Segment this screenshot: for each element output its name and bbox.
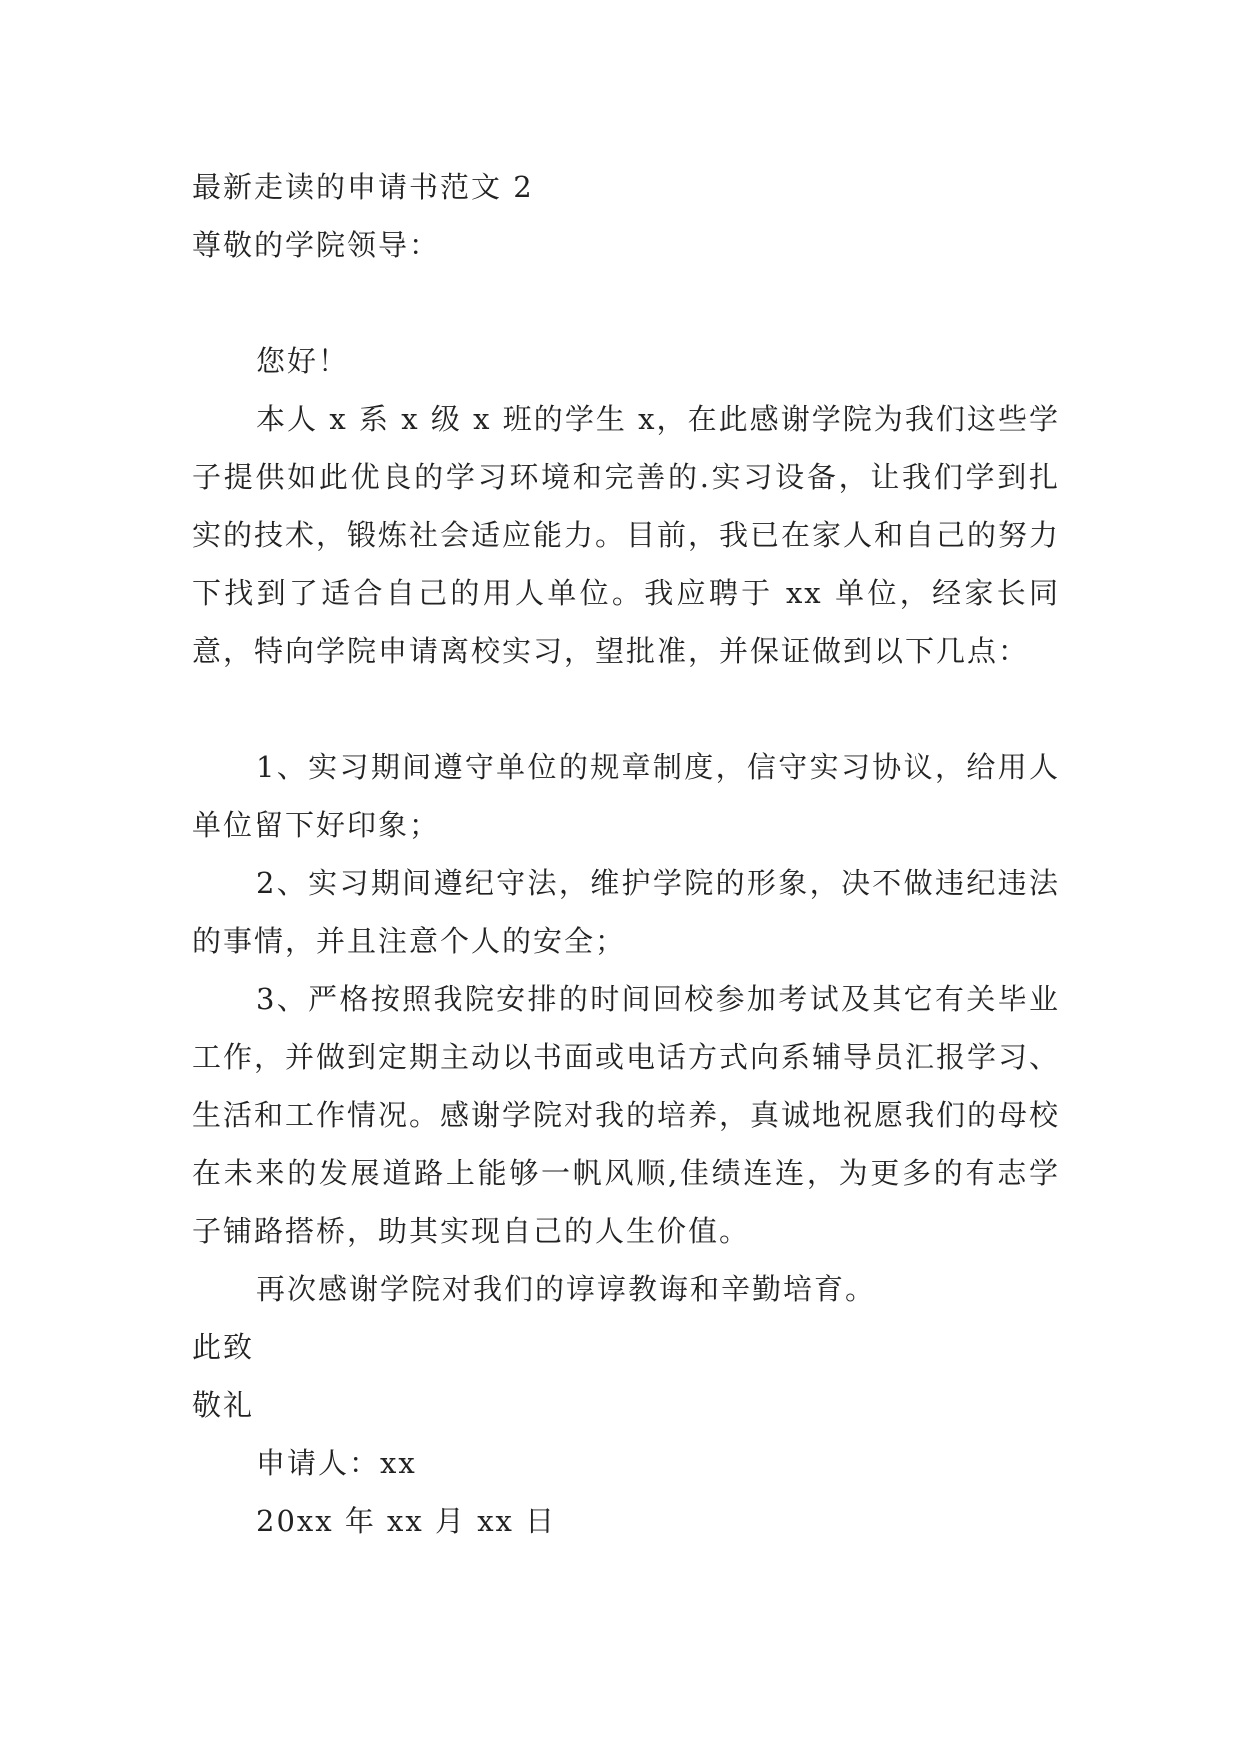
applicant-signature: 申请人：xx [256, 1446, 417, 1480]
body-paragraph-thanks: 再次感谢学院对我们的谆谆教诲和辛勤培育。 [256, 1272, 877, 1306]
body-paragraph-point-3: 3、严格按照我院安排的时间回校参加考试及其它有关毕业工作，并做到定期主动以书面或电话方式向系辅导员汇报学习、生活和工作情况。感谢学院对我的培养，真诚地祝愿我们的母校在未来的发展道路上能够一帆风顺,佳绩连连，为更多的有志学子铺路搭桥，助其实现自己的人生价值。 [192, 982, 1061, 1248]
document-title: 最新走读的申请书范文 2 [192, 170, 534, 204]
closing-line-2: 敬礼 [192, 1388, 255, 1422]
application-date: 20xx 年 xx 月 xx 日 [256, 1504, 557, 1538]
body-paragraph-intro: 本人 x 系 x 级 x 班的学生 x，在此感谢学院为我们这些学子提供如此优良的学习环境和完善的.实习设备，让我们学到扎实的技术，锻炼社会适应能力。目前，我已在家人和自己的努力下找到了适合自己的用人单位。我应聘于 xx 单位，经家长同意，特向学院申请离校实习，望批准，并保证做到以下几点： [192, 402, 1061, 668]
salutation: 尊敬的学院领导： [192, 228, 441, 262]
greeting: 您好！ [256, 344, 350, 378]
body-paragraph-point-2: 2、实习期间遵纪守法，维护学院的形象，决不做违纪违法的事情，并且注意个人的安全； [192, 866, 1060, 958]
closing-line-1: 此致 [192, 1330, 255, 1364]
body-paragraph-point-1: 1、实习期间遵守单位的规章制度，信守实习协议，给用人单位留下好印象； [192, 750, 1060, 842]
